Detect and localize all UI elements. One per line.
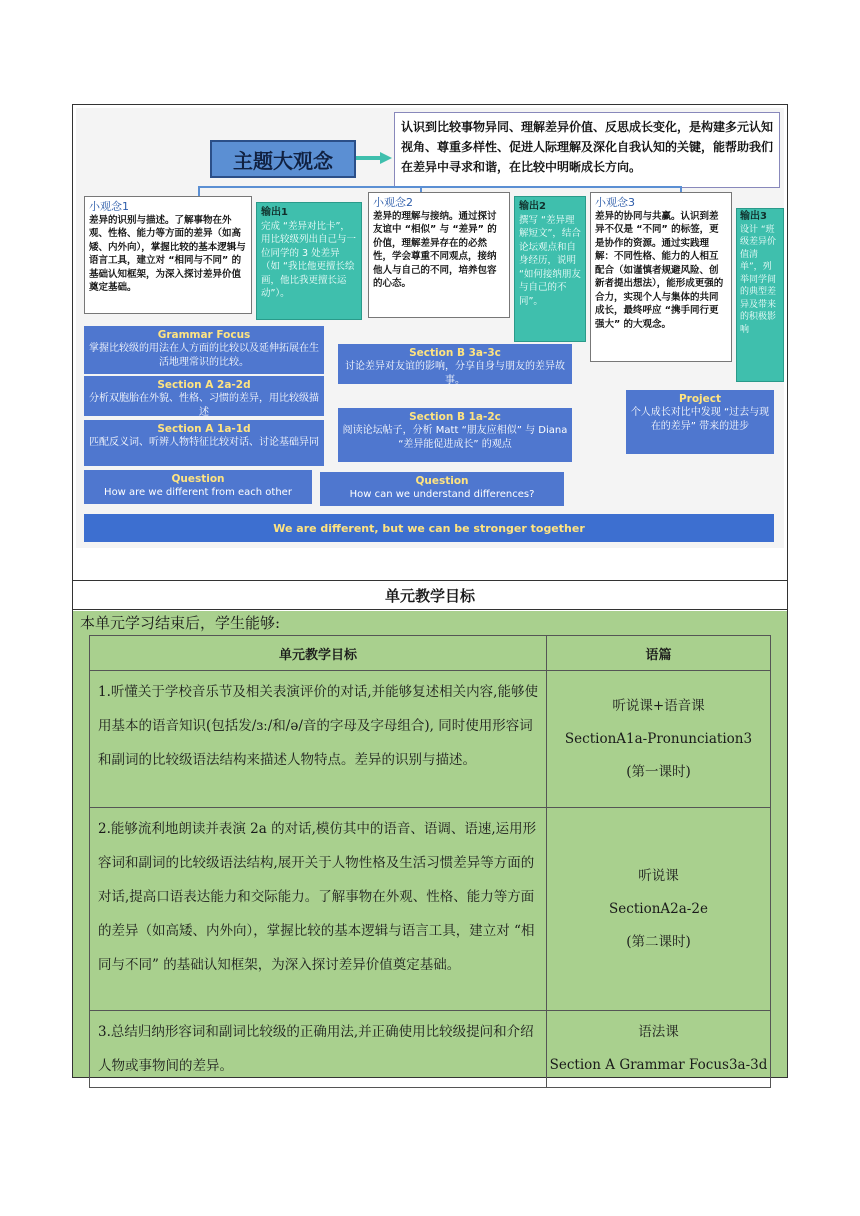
box-title: Section B 3a-3c [409,347,501,359]
objectives-table [89,635,771,1088]
lesson-period: (第一课时) [626,763,691,780]
diagram-title: 主题大观念 [210,140,356,178]
column-header-goal: 单元教学目标 [90,636,547,671]
concept-body: 差异的理解与接纳。通过探讨友谊中 “相似” 与 “差异” 的价值，理解差异存在的必然性，学会尊重不同观点，接纳他人与自己的不同，培养包容的心态。 [373,210,497,289]
lesson-type: 听说课 [638,867,679,884]
goal-cell: 3.总结归纳形容词和副词比较级的正确用法,并正确使用比较级提问和介绍人物或事物间的差异。 [90,1011,547,1088]
section-b-3a-box [338,344,572,384]
concept-title: 小观念2 [373,196,413,209]
box-body: 掌握比较级的用法在人方面的比较以及延伸拓展在生活地理常识的比较。 [89,343,319,368]
box-title: Section A 1a-1d [157,423,251,435]
box-body: 阅读论坛帖子，分析 Matt “朋友应相似” 与 Diana “差异能促进成长” 的观点 [342,425,568,450]
box-title: Project [678,393,722,405]
question-box-2 [320,472,564,506]
lesson-type: 听说课+语音课 [612,697,705,714]
output-title: 输出3 [740,211,767,222]
output-card-2 [514,196,586,342]
concept-card-1 [84,196,252,314]
grammar-focus-box [84,326,324,374]
text-cell [547,808,771,1011]
box-title: Section B 1a-2c [409,411,501,423]
lesson-section: Section A Grammar Focus3a-3d [549,1057,768,1073]
concept-card-3 [590,192,732,362]
theme-banner: We are different, but we can be stronger together [84,514,774,542]
output-body: 完成 “差异对比卡”，用比较级列出自己与一位同学的 3 处差异（如 “我比他更擅长绘画，他比我更擅长运动”）。 [261,220,357,299]
concept-title: 小观念3 [595,196,635,209]
section-b-1a-box [338,408,572,462]
connector-line [198,186,680,188]
box-title: Section A 2a-2d [157,379,251,391]
goal-cell: 1.听懂关于学校音乐节及相关表演评价的对话,并能够复述相关内容,能够使用基本的语音知识(包括发/ɜː/和/ə/音的字母及字母组合), 同时使用形容词和副词的比较级语法结构来描述人物特点。差异的识别与描述。 [90,671,547,808]
table-row [90,1011,771,1088]
output-card-1 [256,202,362,320]
concept-title: 小观念1 [89,200,129,213]
lesson-type: 语法课 [638,1024,679,1040]
lesson-section: SectionA2a-2e [609,900,708,917]
box-title: Question [171,473,225,485]
objectives-header: 单元教学目标 [73,580,787,610]
output-card-3 [736,208,784,382]
arrow-right-icon [356,152,392,164]
project-box [626,390,774,454]
goal-cell: 2.能够流利地朗读并表演 2a 的对话,模仿其中的语音、语调、语速,运用形容词和副词的比较级语法结构,展开关于人物性格及生活习惯差异等方面的对话,提高口语表达能力和交际能力。了解事物在外观、性格、能力等方面的差异（如高矮、内外向），掌握比较的基本逻辑与语言工具，建立对 “相同与不同” 的基础认知框架，为深入探讨差异价值奠定基础。 [90,808,547,1011]
box-body: 个人成长对比中发现 “过去与现在的差异” 带来的进步 [630,407,770,432]
section-a-1a-box [84,420,324,466]
box-title: Grammar Focus [157,329,251,341]
output-title: 输出1 [261,207,288,218]
box-body: 讨论差异对友谊的影响，分享自身与朋友的差异故事。 [345,361,565,386]
concept-card-2 [368,192,510,318]
text-cell [547,671,771,808]
output-body: 设计 “班级差异价值清单”，列举同学间的典型差异及带来的积极影响 [740,224,777,335]
lesson-section: SectionA1a-Pronunciation3 [564,730,753,747]
section-a-2a-box [84,376,324,416]
box-body: 分析双胞胎在外貌、性格、习惯的差异，用比较级描述 [89,393,319,418]
output-title: 输出2 [519,201,546,212]
box-body: How can we understand differences? [349,489,535,500]
concept-body: 差异的识别与描述。了解事物在外观、性格、能力等方面的差异（如高矮、内外向），掌握比较的基本逻辑与语言工具，建立对 “相同与不同” 的基础认知框架，为深入探讨差异价值奠定基础。 [89,214,246,293]
box-body: How are we different from each other [104,487,292,498]
text-cell [547,1011,771,1088]
question-box-1 [84,470,312,504]
table-header-row [90,636,771,671]
big-idea-box: 认识到比较事物异同、理解差异价值、反思成长变化，是构建多元认知视角、尊重多样性、促进人际理解及深化自我认知的关键，能帮助我们在差异中寻求和谐，在比较中明晰成长方向。 [394,112,780,188]
concept-body: 差异的协同与共赢。认识到差异不仅是 “不同” 的标签，更是协作的资源。通过实践理解：不同性格、能力的人相互配合（如谨慎者规避风险、创新者提出想法），能形成更强的合力，实现个人与集体的共同成长，最终呼应 “携手同行更强大” 的大观念。 [595,210,724,330]
table-row [90,808,771,1011]
box-body: 匹配反义词、听辨人物特征比较对话、讨论基础异同 [89,437,319,448]
output-body: 撰写 “差异理解短文”，结合论坛观点和自身经历，说明 “如何接纳朋友与自己的不同”。 [519,214,581,307]
connector-line [198,186,200,196]
lesson-period: (第二课时) [626,933,691,950]
objectives-intro: 本单元学习结束后，学生能够: [80,614,281,632]
box-title: Question [415,475,469,487]
column-header-text: 语篇 [547,636,771,671]
table-row [90,671,771,808]
